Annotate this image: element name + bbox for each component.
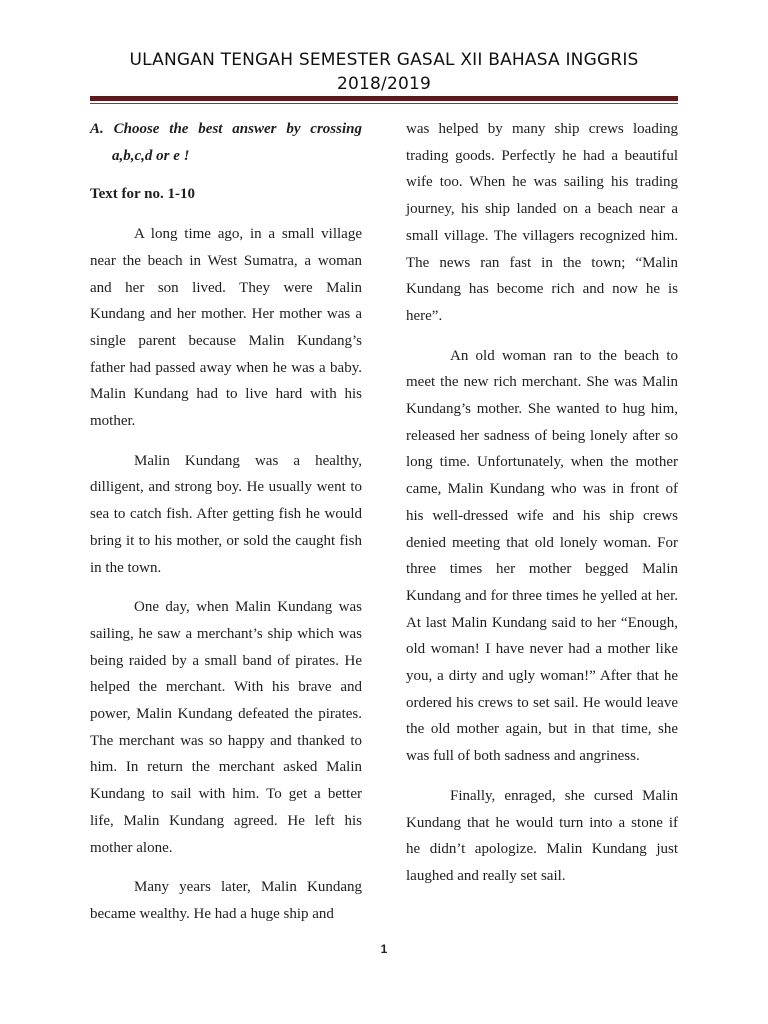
header-rule-thin — [90, 103, 678, 104]
story-paragraph-continued: was helped by many ship crews loading trading goods. Perfectly he had a beautiful wife too. When he was sailing his trading journey, his ship landed on a beach near a small village. The villagers recognized him. The news ran fast in the town; “Malin Kundang has become rich and now he is here”. — [406, 121, 678, 324]
section-instruction: A. Choose the best answer by crossing a,b,c,d or e ! — [90, 121, 362, 164]
page-title — [0, 48, 768, 96]
left-column — [90, 116, 362, 928]
story-paragraph: A long time ago, in a small village near the beach in West Sumatra, a woman and her son lived. They were Malin Kundang and her mother. Her mother was a single parent because Malin Kundang’s father had passed away when he was a baby. Malin Kundang had to live hard with his mother. — [90, 226, 362, 430]
title-line-2: 2018/2019 — [336, 74, 432, 94]
story-paragraph: Many years later, Malin Kundang became wealthy. He had a huge ship and — [90, 879, 362, 922]
text-label: Text for no. 1-10 — [90, 186, 195, 203]
story-paragraph: An old woman ran to the beach to meet the new rich merchant. She was Malin Kundang’s mother. She wanted to hug him, released her sadness of being lonely after so long time. Unfortunately, when the mother came, Malin Kundang who was in front of his well-dressed wife and his ship crews denied meeting that old lonely woman. For three times her mother begged Malin Kundang and for three times he yelled at her. At last Malin Kundang said to her “Enough, old woman! I have never had a mother like you, a dirty and ugly woman!” After that he ordered his crews to set sail. He would leave the old mother again, but in that time, she was full of both sadness and angriness. — [406, 347, 678, 765]
page-number: 1 — [380, 942, 388, 956]
story-paragraph: Malin Kundang was a healthy, dilligent, and strong boy. He usually went to sea to catch fish. After getting fish he would bring it to his mother, or sold the caught fish in the town. — [90, 452, 362, 576]
right-column — [406, 116, 678, 890]
title-line-1: ULANGAN TENGAH SEMESTER GASAL XII BAHASA INGGRIS — [129, 50, 639, 70]
story-paragraph: One day, when Malin Kundang was sailing, he saw a merchant’s ship which was being raided by a small band of pirates. He helped the merchant. With his brave and power, Malin Kundang defeated the pirates. The merchant was so happy and thanked to him. In return the merchant asked Malin Kundang to sail with him. To get a better life, Malin Kundang agreed. He left his mother alone. — [90, 599, 362, 856]
header-rule-thick — [90, 96, 678, 101]
story-paragraph: Finally, enraged, she cursed Malin Kundang that he would turn into a stone if he didn’t apologize. Malin Kundang just laughed and really set sail. — [406, 787, 678, 884]
